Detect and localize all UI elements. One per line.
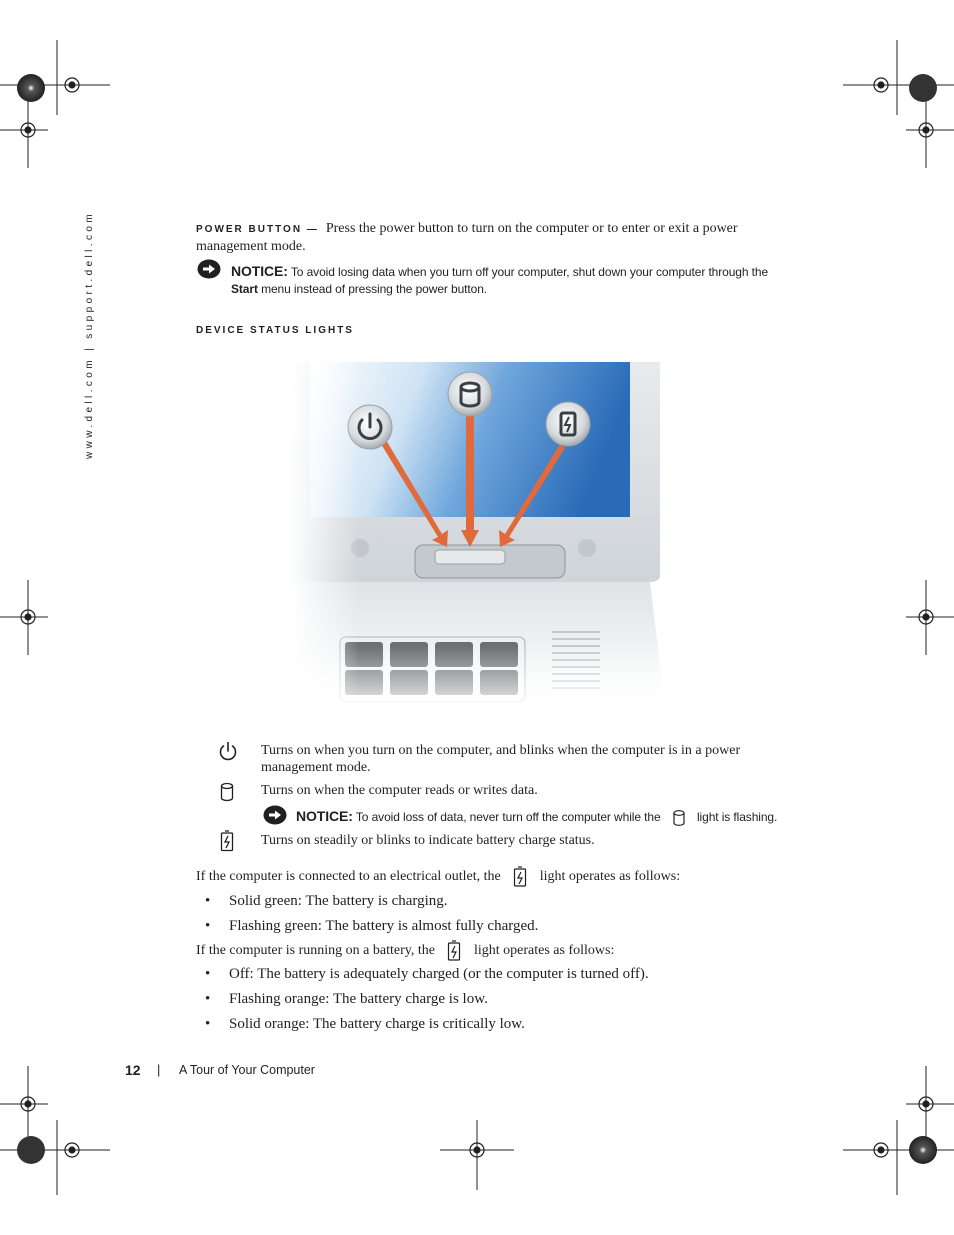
list-item [205,892,448,910]
battery-icon [220,830,234,852]
side-url: www.dell.com | support.dell.com [84,210,95,459]
bullet-dot: • [205,893,211,909]
battery-icon [506,866,534,888]
battery-icon [440,940,468,962]
outlet-paragraph [196,866,816,888]
light-power-line2: management mode. [261,760,371,775]
footer-separator: | [157,1062,161,1077]
notice-icon [263,805,287,825]
power-button-text-line2: management mode. [196,239,306,254]
hard-drive-icon [668,809,690,827]
notice-2-text-before: To avoid loss of data, never turn off the computer while the [355,810,661,824]
list-item-text: Off: The battery is adequately charged (or the computer is turned off). [229,966,649,982]
bullet-dot: • [205,918,211,934]
bullet-dot: • [205,991,211,1007]
list-item-text: Flashing green: The battery is almost fully charged. [229,918,539,934]
power-button-heading: POWER BUTTON — [196,224,319,235]
notice-1-line2: menu instead of pressing the power button. [261,282,488,296]
notice-1-start: Start [231,282,258,296]
list-item-text: Solid green: The battery is charging. [229,893,448,909]
notice-1-label: NOTICE: [231,263,288,279]
notice-icon [197,259,221,279]
notice-2-text-after: light is flashing. [696,810,778,824]
power-icon [218,741,238,761]
outlet-text-after: light operates as follows: [539,869,681,885]
laptop-illustration [290,362,675,717]
list-item [205,965,649,983]
bullet-dot: • [205,1016,211,1032]
light-battery-desc: Turns on steadily or blinks to indicate battery charge status. [261,833,595,848]
hard-drive-icon [220,782,234,802]
battery-text-before: If the computer is running on a battery, the [196,943,435,959]
battery-text-after: light operates as follows: [473,943,615,959]
light-drive-desc: Turns on when the computer reads or writes data. [261,783,538,798]
bullet-dot: • [205,966,211,982]
page-number: 12 [125,1062,141,1078]
notice-1 [231,263,831,298]
outlet-text-before: If the computer is connected to an electrical outlet, the [196,869,501,885]
list-item [205,990,488,1008]
notice-2-label: NOTICE: [296,808,353,824]
power-button-text: Press the power button to turn on the computer or to enter or exit a power [325,221,738,236]
light-power-line1: Turns on when you turn on the computer, and blinks when the computer is in a power [261,743,741,758]
list-item [205,1015,525,1033]
power-button-paragraph [196,220,816,255]
light-power-desc [261,742,821,776]
device-status-heading: DEVICE STATUS LIGHTS [196,325,354,336]
footer-title: A Tour of Your Computer [179,1063,315,1077]
list-item-text: Solid orange: The battery charge is critically low. [229,1016,525,1032]
notice-2 [296,808,836,827]
list-item [205,917,539,935]
notice-1-line1: To avoid losing data when you turn off your computer, shut down your computer through the [290,265,769,279]
battery-paragraph [196,940,816,962]
list-item-text: Flashing orange: The battery charge is low. [229,991,488,1007]
